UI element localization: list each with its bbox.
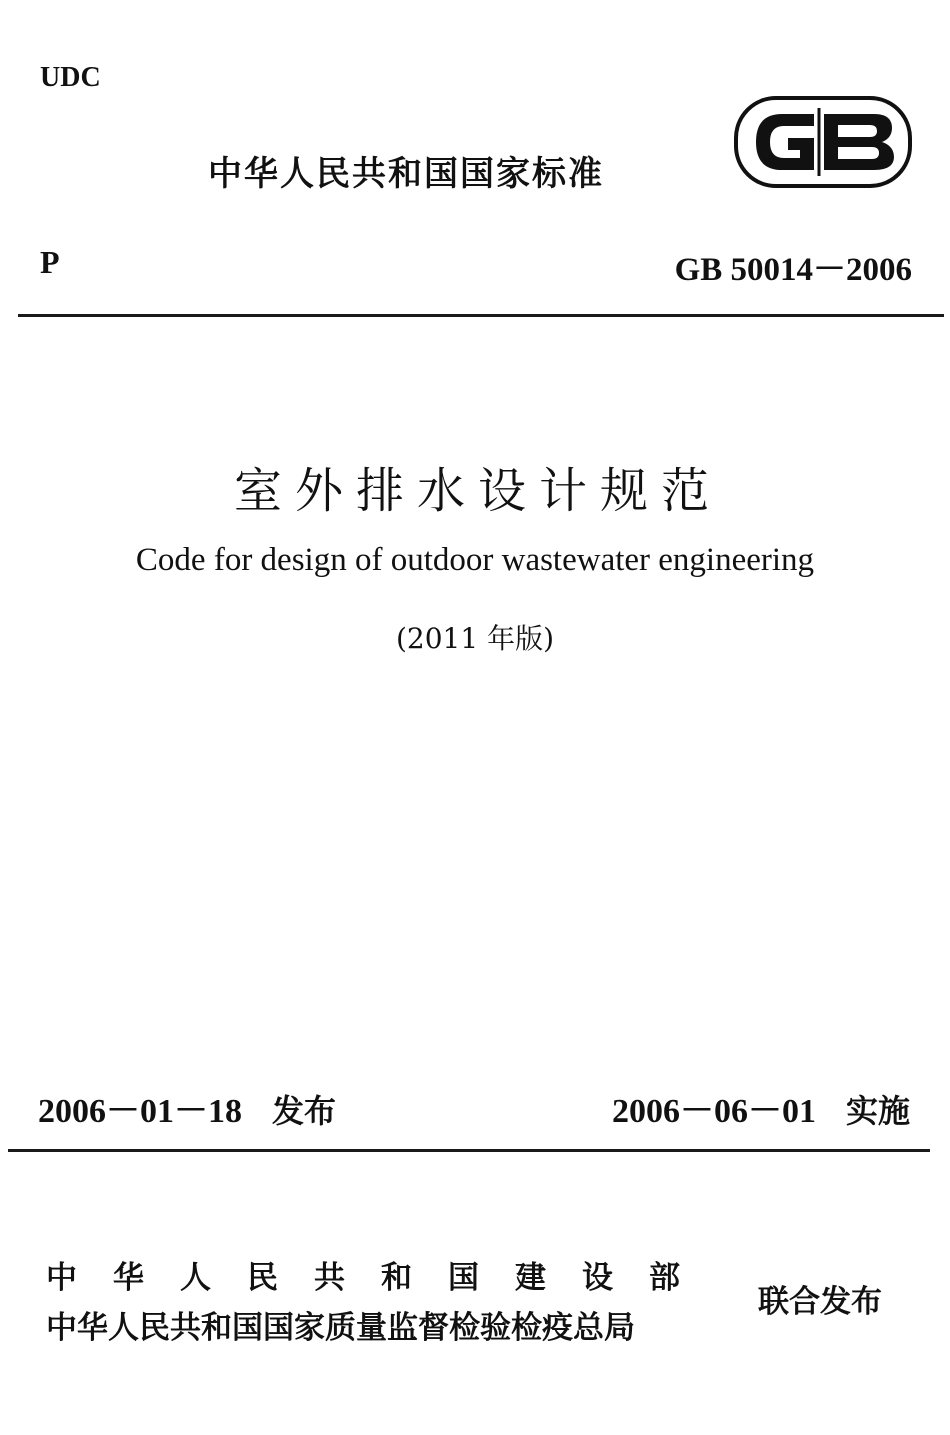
implementation-date: 2006－06－01 bbox=[611, 1093, 816, 1130]
issue-date: 2006－01－18 bbox=[38, 1093, 242, 1130]
publisher-ministry: 中华人民共和国建设部 bbox=[46, 1260, 716, 1296]
bottom-divider bbox=[8, 1149, 930, 1152]
category-code: P bbox=[40, 244, 60, 280]
gb-logo-icon bbox=[734, 94, 912, 190]
document-title-chinese: 室外排水设计规范 bbox=[233, 463, 722, 519]
implementation-label: 实施 bbox=[845, 1092, 910, 1130]
udc-label: UDC bbox=[40, 62, 101, 93]
publisher-aqsiq: 中华人民共和国国家质量监督检验检疫总局 bbox=[46, 1310, 635, 1346]
implementation-date-block bbox=[612, 1083, 910, 1132]
top-divider bbox=[18, 314, 944, 317]
edition-label: (2011 年版) bbox=[395, 622, 554, 655]
document-title-english: Code for design of outdoor wastewater engineering bbox=[135, 542, 815, 578]
standard-number: GB 50014－2006 bbox=[674, 252, 912, 288]
issue-label: 发布 bbox=[272, 1092, 337, 1130]
national-standard-title: 中华人民共和国国家标准 bbox=[208, 154, 604, 194]
joint-release-label: 联合发布 bbox=[758, 1284, 882, 1320]
issue-date-block bbox=[38, 1083, 336, 1132]
